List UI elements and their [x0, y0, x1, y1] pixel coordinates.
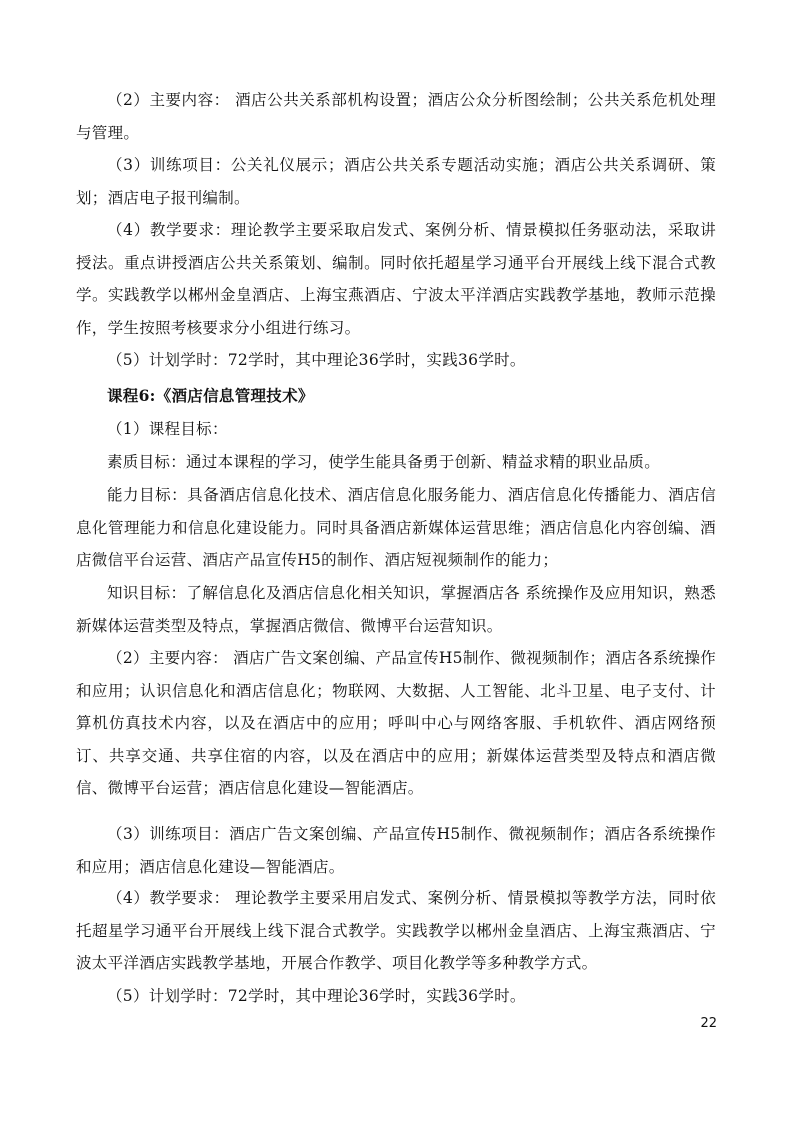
paragraph-hours-pr: （5）计划学时：72学时，其中理论36学时，实践36学时。 [107, 351, 526, 369]
paragraph-ability-goals: 能力目标：具备酒店信息化技术、酒店信息化服务能力、酒店信息化传播能力、酒店信息化管理能力和信息化建设能力。同时具备酒店新媒体运营思维；酒店信息化内容创编、酒店微信平台运营、酒店产品宣传H5的制作、酒店短视频制作的能力； [76, 486, 716, 569]
page-number: 22 [700, 1016, 717, 1031]
paragraph-knowledge-goals: 知识目标：了解信息化及酒店信息化相关知识，掌握酒店各 系统操作及应用知识，熟悉新媒体运营类型及特点，掌握酒店微信、微博平台运营知识。 [76, 584, 716, 635]
paragraph-quality-goals: 素质目标：通过本课程的学习，使学生能具备勇于创新、精益求精的职业品质。 [107, 453, 661, 471]
paragraph-teaching-req-it: （4）教学要求： 理论教学主要采用启发式、案例分析、情景模拟等教学方法，同时依托超星学习通平台开展线上线下混合式教学。实践教学以郴州金皇酒店、上海宝燕酒店、宁波太平洋酒店实践教学基地，开展合作教学、项目化教学等多种教学方式。 [76, 889, 716, 972]
paragraph-main-content-it: （2）主要内容： 酒店广告文案创编、产品宣传H5制作、微视频制作；酒店各系统操作和应用；认识信息化和酒店信息化；物联网、大数据、人工智能、北斗卫星、电子支付、计算机仿真技术内容，以及在酒店中的应用；呼叫中心与网络客服、手机软件、酒店网络预订、共享交通、共享住宿的内容，以及在酒店中的应用；新媒体运营类型及特点和酒店微信、微博平台运营；酒店信息化建设—智能酒店。 [76, 649, 716, 797]
paragraph-training-it: （3）训练项目：酒店广告文案创编、产品宣传H5制作、微视频制作；酒店各系统操作和应用；酒店信息化建设—智能酒店。 [76, 825, 716, 876]
course-6-heading: 课程6:《酒店信息管理技术》 [107, 386, 314, 405]
paragraph-training-pr: （3）训练项目：公关礼仪展示；酒店公共关系专题活动实施；酒店公共关系调研、策划；酒店电子报刊编制。 [76, 156, 716, 207]
paragraph-main-content-pr: （2）主要内容： 酒店公共关系部机构设置；酒店公众分析图绘制；公共关系危机处理与管理。 [76, 91, 716, 142]
paragraph-course-goals: （1）课程目标： [107, 420, 228, 438]
paragraph-teaching-req-pr: （4）教学要求：理论教学主要采取启发式、案例分析、情景模拟任务驱动法，采取讲授法。重点讲授酒店公共关系策划、编制。同时依托超星学习通平台开展线上线下混合式教学。实践教学以郴州金皇酒店、上海宝燕酒店、宁波太平洋酒店实践教学基地，教师示范操作，学生按照考核要求分小组进行练习。 [76, 221, 716, 337]
paragraph-hours-it: （5）计划学时：72学时，其中理论36学时，实践36学时。 [107, 987, 526, 1005]
